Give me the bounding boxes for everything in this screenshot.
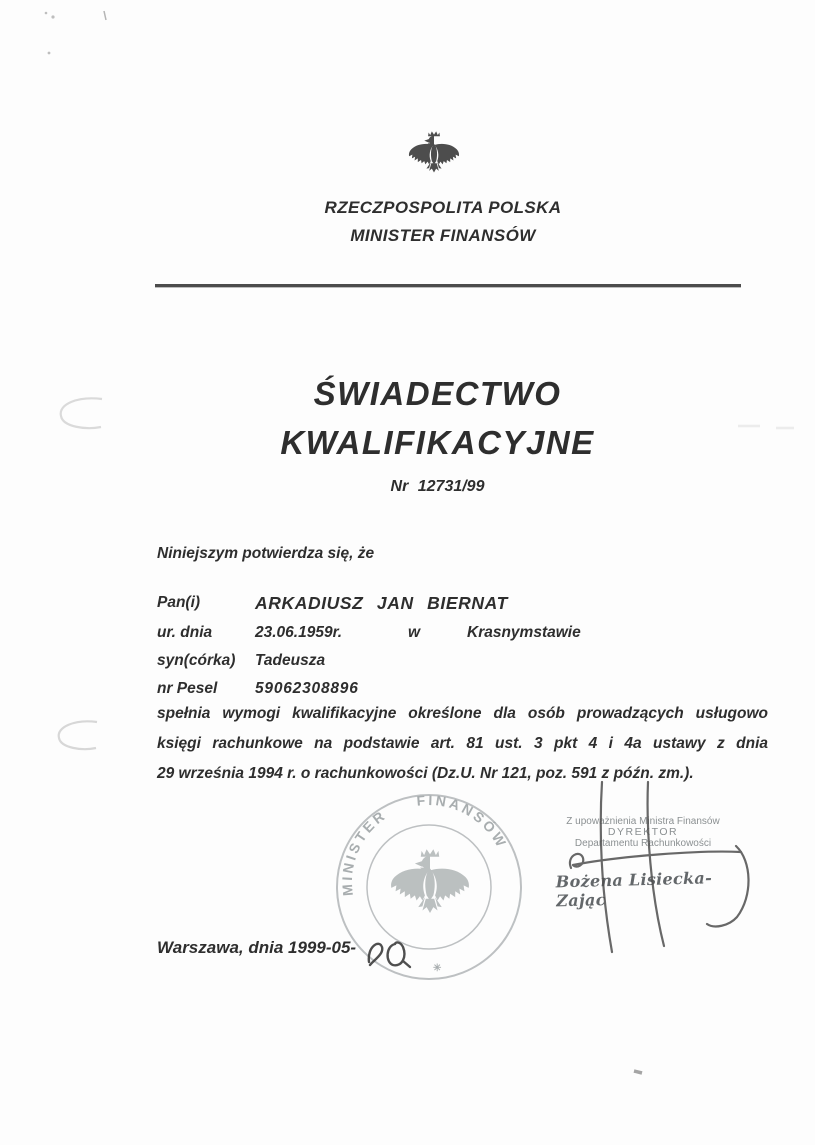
pen-stroke-vertical-right xyxy=(648,782,664,946)
handwritten-day-20 xyxy=(360,929,414,973)
signature-block xyxy=(543,816,743,849)
stamp-text-minister: MINISTER xyxy=(338,806,390,897)
pen-stroke-horizontal xyxy=(573,852,741,865)
stamp-eagle xyxy=(391,849,469,913)
detail-row-name xyxy=(157,594,777,616)
svg-text:MINISTER xyxy=(339,806,390,896)
label-pesel: nr Pesel xyxy=(157,680,218,697)
body-line-3: 29 września 1994 r. o rachunkowości (Dz.U. Nr 121, poz. 591 z późn. zm.). xyxy=(157,765,694,782)
title-line-2: KWALIFIKACYJNE xyxy=(280,424,595,461)
signature-department: Departamentu Rachunkowości xyxy=(574,838,712,849)
title-line-1: ŚWIADECTWO xyxy=(313,375,562,412)
birth-date: 23.06.1959r. xyxy=(255,624,343,641)
pen-strokes xyxy=(540,760,770,970)
intro-statement: Niniejszym potwierdza się, że xyxy=(157,545,375,562)
document-header xyxy=(71,194,815,250)
label-pan: Pan(i) xyxy=(157,594,201,611)
certificate-title xyxy=(60,376,815,496)
certificate-number: Nr 12731/99 xyxy=(390,478,485,495)
label-parent: syn(córka) xyxy=(157,652,236,669)
signature-role: DYREKTOR xyxy=(607,826,679,838)
paperclip-shadow-lower xyxy=(59,721,97,749)
pen-stroke-vertical-left xyxy=(601,782,612,952)
header-minister: MINISTER FINANSÓW xyxy=(350,226,536,245)
parent-name: Tadeusza xyxy=(255,652,326,669)
header-country: RZECZPOSPOLITA POLSKA xyxy=(324,198,562,217)
certificate-body xyxy=(157,699,768,789)
polish-eagle-emblem xyxy=(407,127,461,179)
body-line-1: spełnia wymogi kwalifikacyjne określone dla osób prowadzących usługowo xyxy=(157,705,768,722)
stamp-text-finansow: FINANSÓW xyxy=(415,791,511,852)
birth-place: Krasnymstawie xyxy=(467,624,581,641)
place-and-date: Warszawa, dnia 1999-05- xyxy=(157,938,357,957)
divider-line xyxy=(155,284,741,288)
svg-text:FINANSÓW xyxy=(416,792,511,852)
person-name: ARKADIUSZ JAN BIERNAT xyxy=(255,593,508,613)
signer-name: Bożena Lisiecka-Zając xyxy=(555,868,713,911)
pesel-number: 59062308896 xyxy=(255,680,359,697)
body-line-2: księgi rachunkowe na podstawie art. 81 ust. 3 pkt 4 i 4a ustawy z dnia xyxy=(157,735,768,752)
connector-w: w xyxy=(408,624,421,641)
signature-authorization: Z upoważnienia Ministra Finansów xyxy=(566,816,720,827)
detail-row-parent xyxy=(157,652,777,674)
pen-stroke-loop xyxy=(570,854,583,868)
label-birth-date: ur. dnia xyxy=(157,624,213,641)
detail-row-birth xyxy=(157,624,777,646)
stamp-star: ✳ xyxy=(433,963,442,974)
